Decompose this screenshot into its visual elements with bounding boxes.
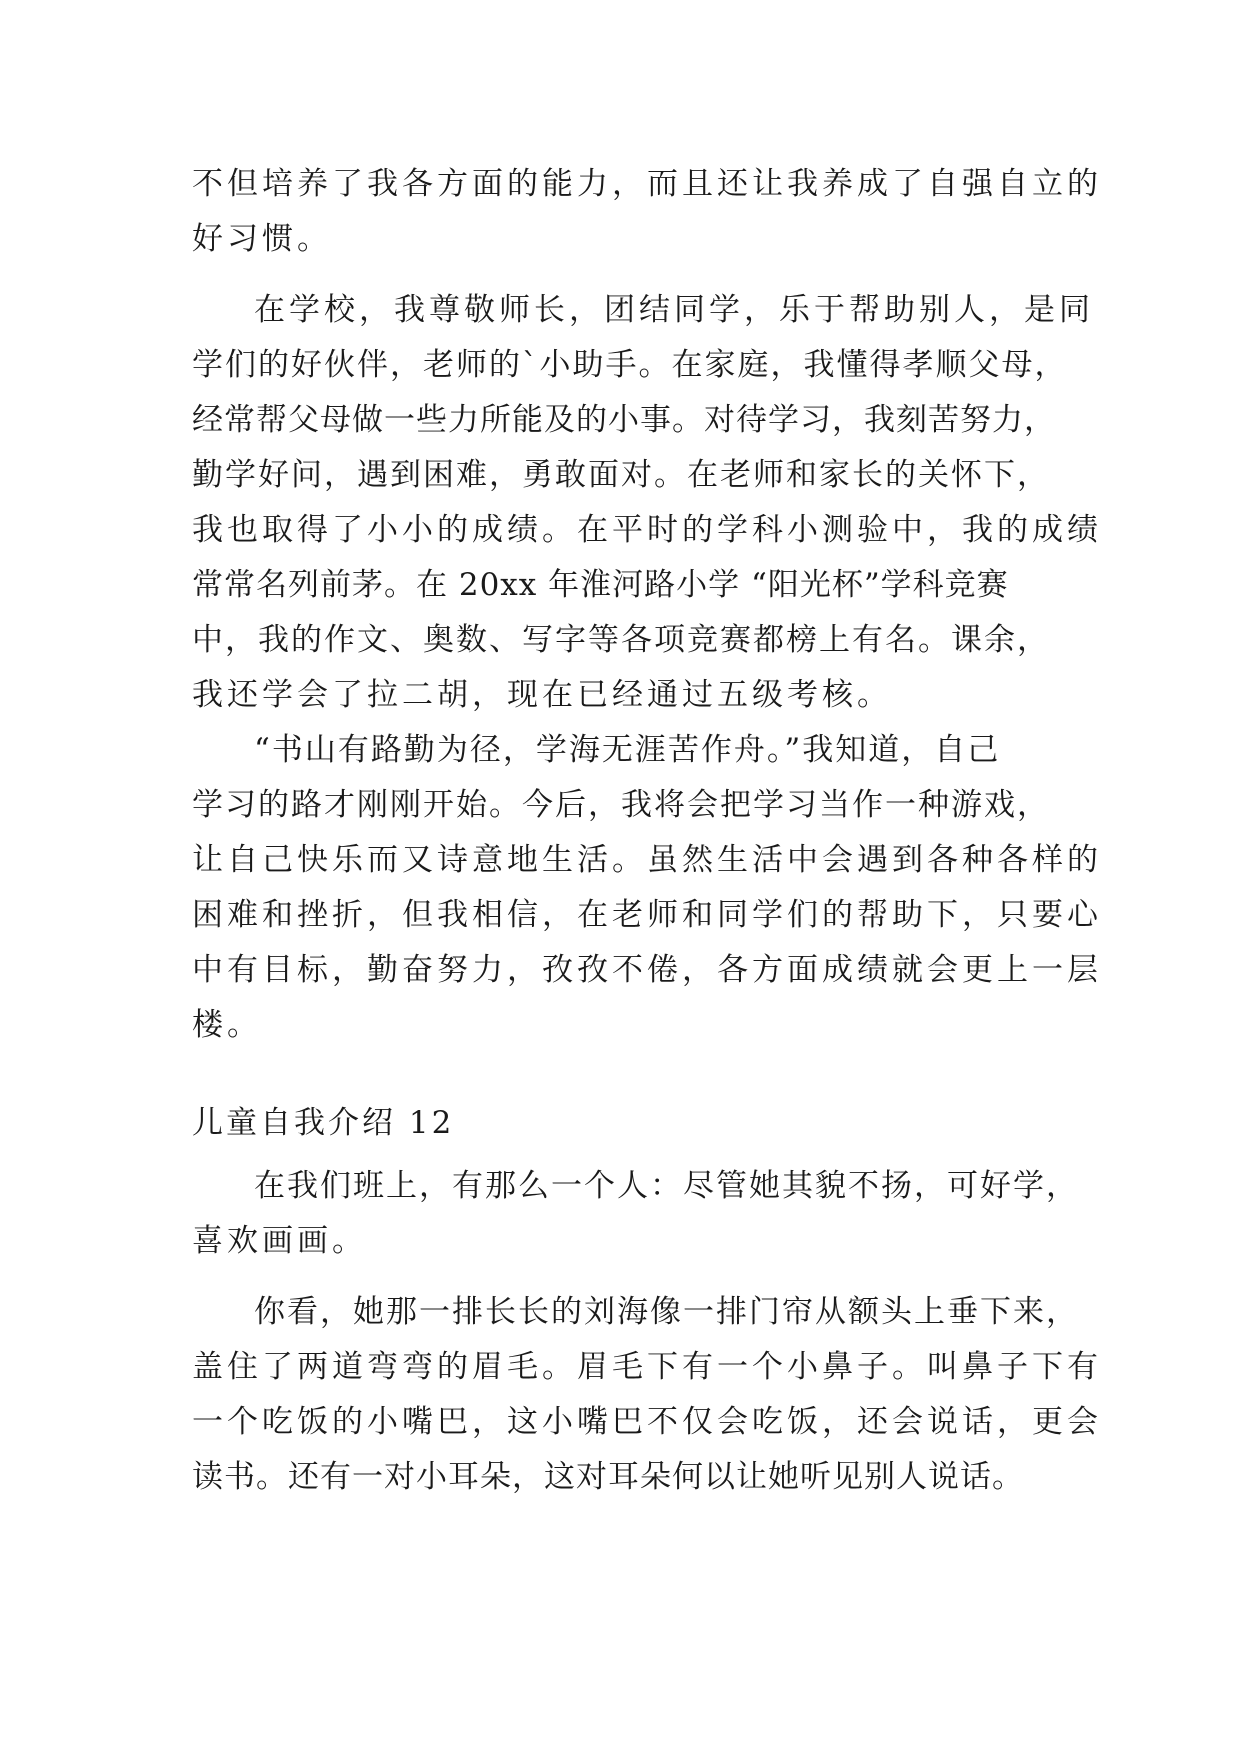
text-line: 读书。还有一对小耳朵，这对耳朵何以让她听见别人说话。: [192, 1459, 1024, 1495]
text-line: 喜欢画画。: [192, 1223, 367, 1259]
text-line: 常常名列前茅。在 20xx 年淮河路小学 “阳光杯”学科竞赛: [192, 567, 1009, 603]
text-line: 经常帮父母做一些力所能及的小事。对待学习，我刻苦努力，: [192, 402, 1056, 438]
text-line: 我也取得了小小的成绩。在平时的学科小测验中，我的成绩: [192, 512, 1102, 548]
section-heading: 儿童自我介绍 12: [192, 1105, 455, 1141]
text-line: 学们的好伙伴，老师的`小助手。在家庭，我懂得孝顺父母，: [192, 347, 1068, 383]
text-line: 中，我的作文、奥数、写字等各项竞赛都榜上有名。课余，: [192, 622, 1050, 658]
text-line: 我还学会了拉二胡，现在已经通过五级考核。: [192, 677, 892, 713]
text-line: 在学校，我尊敬师长，团结同学，乐于帮助别人，是同: [254, 292, 1094, 328]
text-line: 中有目标，勤奋努力，孜孜不倦，各方面成绩就会更上一层: [192, 952, 1102, 988]
text-line: 在我们班上，有那么一个人：尽管她其貌不扬，可好学，: [254, 1168, 1079, 1204]
text-line: 不但培养了我各方面的能力，而且还让我养成了自强自立的: [192, 166, 1102, 202]
text-line: 学习的路才刚刚开始。今后，我将会把学习当作一种游戏，: [192, 787, 1050, 823]
text-line: 盖住了两道弯弯的眉毛。眉毛下有一个小鼻子。叫鼻子下有: [192, 1349, 1102, 1385]
text-line: 楼。: [192, 1007, 262, 1043]
text-line: 好习惯。: [192, 221, 332, 257]
text-line: 困难和挫折，但我相信，在老师和同学们的帮助下，只要心: [192, 897, 1102, 933]
text-line: 一个吃饭的小嘴巴，这小嘴巴不仅会吃饭，还会说话，更会: [192, 1404, 1102, 1440]
text-line: “书山有路勤为径，学海无涯苦作舟。”我知道，自己: [254, 732, 1001, 768]
text-line: 勤学好问，遇到困难，勇敢面对。在老师和家长的关怀下，: [192, 457, 1050, 493]
text-line: 你看，她那一排长长的刘海像一排门帘从额头上垂下来，: [254, 1294, 1079, 1330]
text-line: 让自己快乐而又诗意地生活。虽然生活中会遇到各种各样的: [192, 842, 1102, 878]
